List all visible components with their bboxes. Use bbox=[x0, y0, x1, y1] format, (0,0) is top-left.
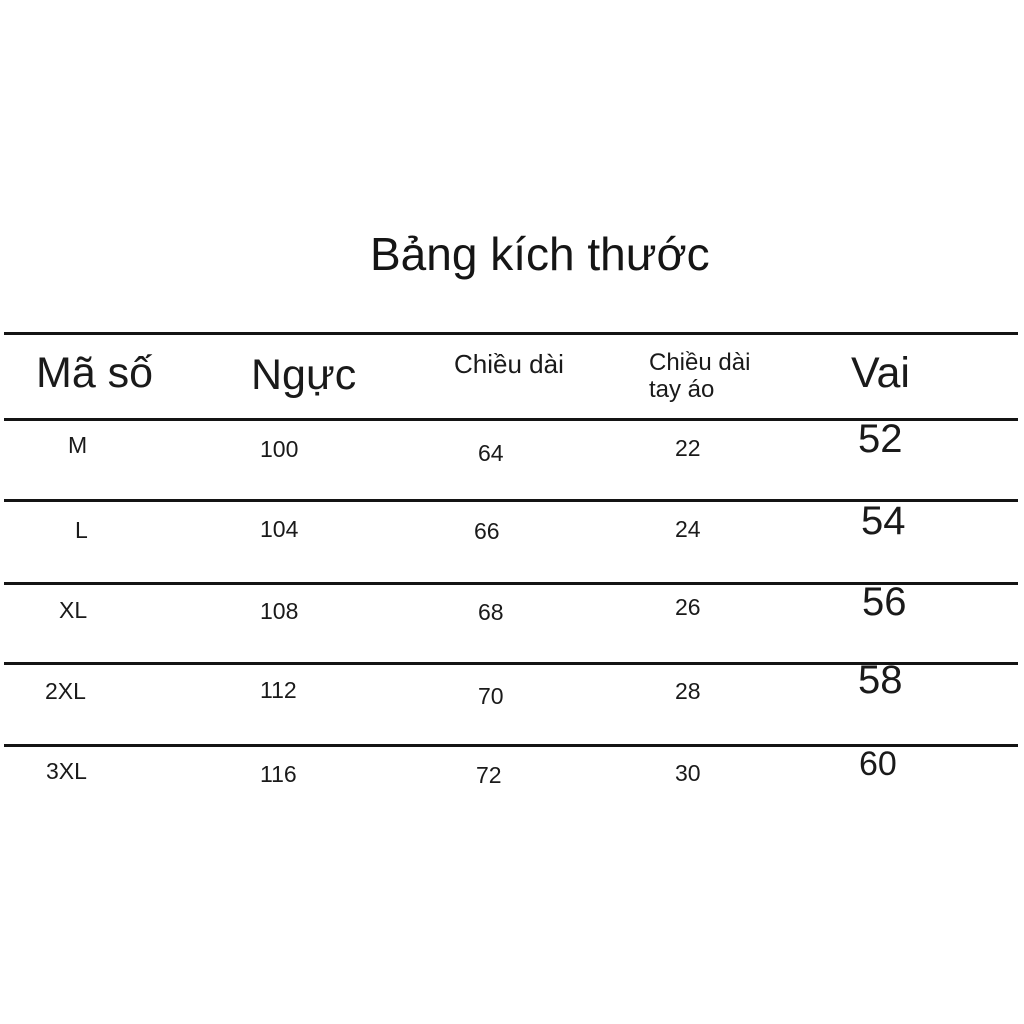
cell-chest: 100 bbox=[260, 436, 299, 462]
cell-shoulder: 56 bbox=[862, 580, 907, 624]
header-shoulder: Vai bbox=[851, 349, 910, 397]
cell-chest: 116 bbox=[260, 761, 297, 787]
cell-chest: 108 bbox=[260, 598, 299, 624]
header-chest: Ngực bbox=[251, 351, 357, 399]
cell-chest: 112 bbox=[260, 677, 297, 703]
cell-sleeve: 30 bbox=[675, 760, 701, 786]
cell-length: 70 bbox=[478, 683, 504, 709]
cell-size: M bbox=[68, 432, 88, 458]
header-sleeve-line2: tay áo bbox=[649, 376, 715, 403]
cell-size: 2XL bbox=[45, 678, 86, 704]
cell-shoulder: 52 bbox=[858, 417, 903, 461]
cell-sleeve: 26 bbox=[675, 594, 701, 620]
page-title: Bảng kích thước bbox=[370, 228, 710, 280]
cell-length: 72 bbox=[476, 762, 502, 788]
cell-size: XL bbox=[59, 597, 88, 623]
header-sleeve-line1: Chiều dài bbox=[649, 349, 751, 376]
cell-size: L bbox=[75, 517, 88, 543]
cell-sleeve: 28 bbox=[675, 678, 701, 704]
table-top-rule bbox=[4, 332, 1018, 335]
cell-length: 64 bbox=[478, 440, 504, 466]
cell-chest: 104 bbox=[260, 516, 299, 542]
cell-shoulder: 58 bbox=[858, 658, 903, 702]
cell-length: 68 bbox=[478, 599, 504, 625]
cell-size: 3XL bbox=[46, 758, 87, 784]
cell-sleeve: 22 bbox=[675, 435, 701, 461]
cell-shoulder: 60 bbox=[859, 745, 897, 783]
cell-sleeve: 24 bbox=[675, 516, 701, 542]
header-length: Chiều dài bbox=[454, 349, 564, 379]
header-size: Mã số bbox=[36, 349, 154, 397]
cell-length: 66 bbox=[474, 518, 500, 544]
cell-shoulder: 54 bbox=[861, 499, 906, 543]
